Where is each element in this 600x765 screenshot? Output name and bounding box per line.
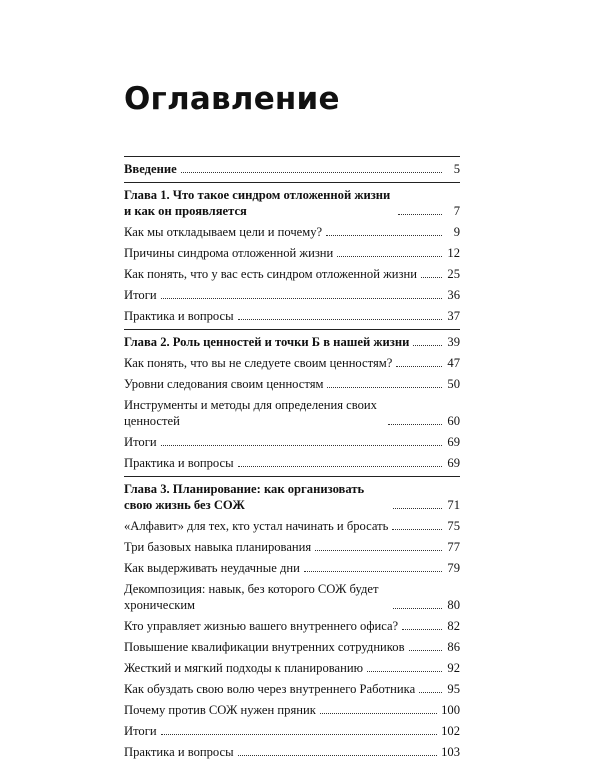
- toc-entry[interactable]: [124, 702, 460, 718]
- toc-page-number: 100: [441, 703, 460, 717]
- toc-divider: [124, 329, 460, 330]
- toc-entry-label: Практика и вопросы: [124, 456, 234, 470]
- toc-entry[interactable]: [124, 355, 460, 371]
- toc-entry[interactable]: [124, 266, 460, 282]
- table-of-contents: [124, 156, 460, 765]
- toc-entry[interactable]: [124, 224, 460, 240]
- toc-entry-label: Кто управляет жизнью вашего внутреннего офиса?: [124, 619, 399, 633]
- toc-page-number: 103: [441, 745, 460, 759]
- toc-entry-label: Глава 2. Роль ценностей и точки Б в нашей жизни: [124, 335, 410, 349]
- dot-leader: [396, 366, 442, 367]
- toc-entry-label: Итоги: [124, 724, 157, 738]
- dot-leader: [393, 608, 442, 609]
- toc-entry-label: Три базовых навыка планирования: [124, 540, 312, 554]
- toc-page-number: 80: [447, 598, 460, 612]
- dot-leader: [161, 445, 442, 446]
- toc-page-number: 12: [447, 246, 460, 260]
- toc-entry-label: Итоги: [124, 435, 157, 449]
- toc-divider: [124, 156, 460, 157]
- toc-page-number: 77: [447, 540, 460, 554]
- toc-entry-label: Практика и вопросы: [124, 309, 234, 323]
- toc-entry[interactable]: [124, 681, 460, 697]
- dot-leader: [337, 256, 442, 257]
- toc-entry-label: Причины синдрома отложенной жизни: [124, 246, 334, 260]
- toc-page-number: 69: [447, 456, 460, 470]
- dot-leader: [413, 345, 442, 346]
- toc-entry-chapter-3[interactable]: [124, 481, 460, 513]
- dot-leader: [238, 319, 442, 320]
- dot-leader: [320, 713, 437, 714]
- toc-entry-label: Почему против СОЖ нужен пряник: [124, 703, 316, 717]
- toc-entry[interactable]: [124, 723, 460, 739]
- dot-leader: [409, 650, 442, 651]
- toc-page-number: 50: [447, 377, 460, 391]
- toc-entry[interactable]: [124, 518, 460, 534]
- toc-page-number: 60: [447, 414, 460, 428]
- toc-page-number: 71: [447, 498, 460, 512]
- toc-page-number: 82: [447, 619, 460, 633]
- toc-entry-chapter-2[interactable]: [124, 334, 460, 350]
- toc-entry[interactable]: [124, 744, 460, 760]
- toc-page-number: 9: [453, 225, 460, 239]
- dot-leader: [304, 571, 442, 572]
- dot-leader: [367, 671, 442, 672]
- dot-leader: [402, 629, 442, 630]
- toc-entry-label: Практика и вопросы: [124, 745, 234, 759]
- dot-leader: [161, 298, 442, 299]
- toc-entry[interactable]: [124, 245, 460, 261]
- toc-page-number: 37: [447, 309, 460, 323]
- toc-page-number: 36: [447, 288, 460, 302]
- toc-page-number: 75: [447, 519, 460, 533]
- dot-leader: [327, 387, 442, 388]
- toc-entry-chapter-1[interactable]: [124, 187, 460, 219]
- toc-page-number: 86: [447, 640, 460, 654]
- toc-entry-label: Декомпозиция: навык, без которого СОЖ будет хроническим: [124, 582, 379, 612]
- toc-entry-label: Уровни следования своим ценностям: [124, 377, 324, 391]
- toc-entry-label: Как обуздать свою волю через внутреннего Работника: [124, 682, 416, 696]
- toc-entry[interactable]: [124, 434, 460, 450]
- toc-entry-label: Глава 3. Планирование: как организовать свою жизнь без СОЖ: [124, 482, 365, 512]
- toc-entry[interactable]: [124, 287, 460, 303]
- toc-page-number: 69: [447, 435, 460, 449]
- dot-leader: [388, 424, 442, 425]
- toc-page-number: 102: [441, 724, 460, 738]
- toc-entry[interactable]: [124, 455, 460, 471]
- page-title: Оглавление: [124, 81, 340, 117]
- toc-entry[interactable]: [124, 539, 460, 555]
- toc-entry-label: «Алфавит» для тех, кто устал начинать и бросать: [124, 519, 389, 533]
- toc-page-number: 39: [447, 335, 460, 349]
- toc-entry-label: Повышение квалификации внутренних сотрудников: [124, 640, 405, 654]
- toc-divider: [124, 182, 460, 183]
- dot-leader: [326, 235, 442, 236]
- dot-leader: [181, 172, 442, 173]
- toc-page-number: 5: [453, 162, 460, 176]
- dot-leader: [238, 466, 442, 467]
- dot-leader: [419, 692, 442, 693]
- dot-leader: [392, 529, 442, 530]
- toc-page-number: 92: [447, 661, 460, 675]
- toc-page-number: 79: [447, 561, 460, 575]
- toc-entry[interactable]: [124, 618, 460, 634]
- toc-entry-label: Глава 1. Что такое синдром отложенной жизни и как он проявляется: [124, 188, 391, 218]
- toc-entry[interactable]: [124, 639, 460, 655]
- dot-leader: [398, 214, 442, 215]
- toc-entry-introduction[interactable]: [124, 161, 460, 177]
- toc-entry[interactable]: [124, 660, 460, 676]
- toc-page-number: 25: [447, 267, 460, 281]
- toc-entry[interactable]: [124, 376, 460, 392]
- toc-entry-label: Инструменты и методы для определения своих ценностей: [124, 398, 377, 428]
- toc-entry-label: Как выдерживать неудачные дни: [124, 561, 300, 575]
- dot-leader: [238, 755, 438, 756]
- dot-leader: [315, 550, 442, 551]
- toc-entry-label: Жесткий и мягкий подходы к планированию: [124, 661, 364, 675]
- toc-entry-label: Как мы откладываем цели и почему?: [124, 225, 323, 239]
- toc-entry-label: Итоги: [124, 288, 157, 302]
- toc-page-number: 95: [447, 682, 460, 696]
- toc-entry[interactable]: [124, 581, 460, 613]
- toc-page-number: 47: [447, 356, 460, 370]
- toc-page-number: 7: [453, 204, 460, 218]
- toc-entry[interactable]: [124, 397, 460, 429]
- toc-divider: [124, 476, 460, 477]
- dot-leader: [393, 508, 442, 509]
- toc-entry-label: Как понять, что вы не следуете своим ценностям?: [124, 356, 393, 370]
- toc-entry-label: Введение: [124, 162, 177, 176]
- toc-entry[interactable]: [124, 308, 460, 324]
- toc-entry[interactable]: [124, 560, 460, 576]
- dot-leader: [161, 734, 437, 735]
- dot-leader: [421, 277, 442, 278]
- toc-entry-label: Как понять, что у вас есть синдром отложенной жизни: [124, 267, 417, 281]
